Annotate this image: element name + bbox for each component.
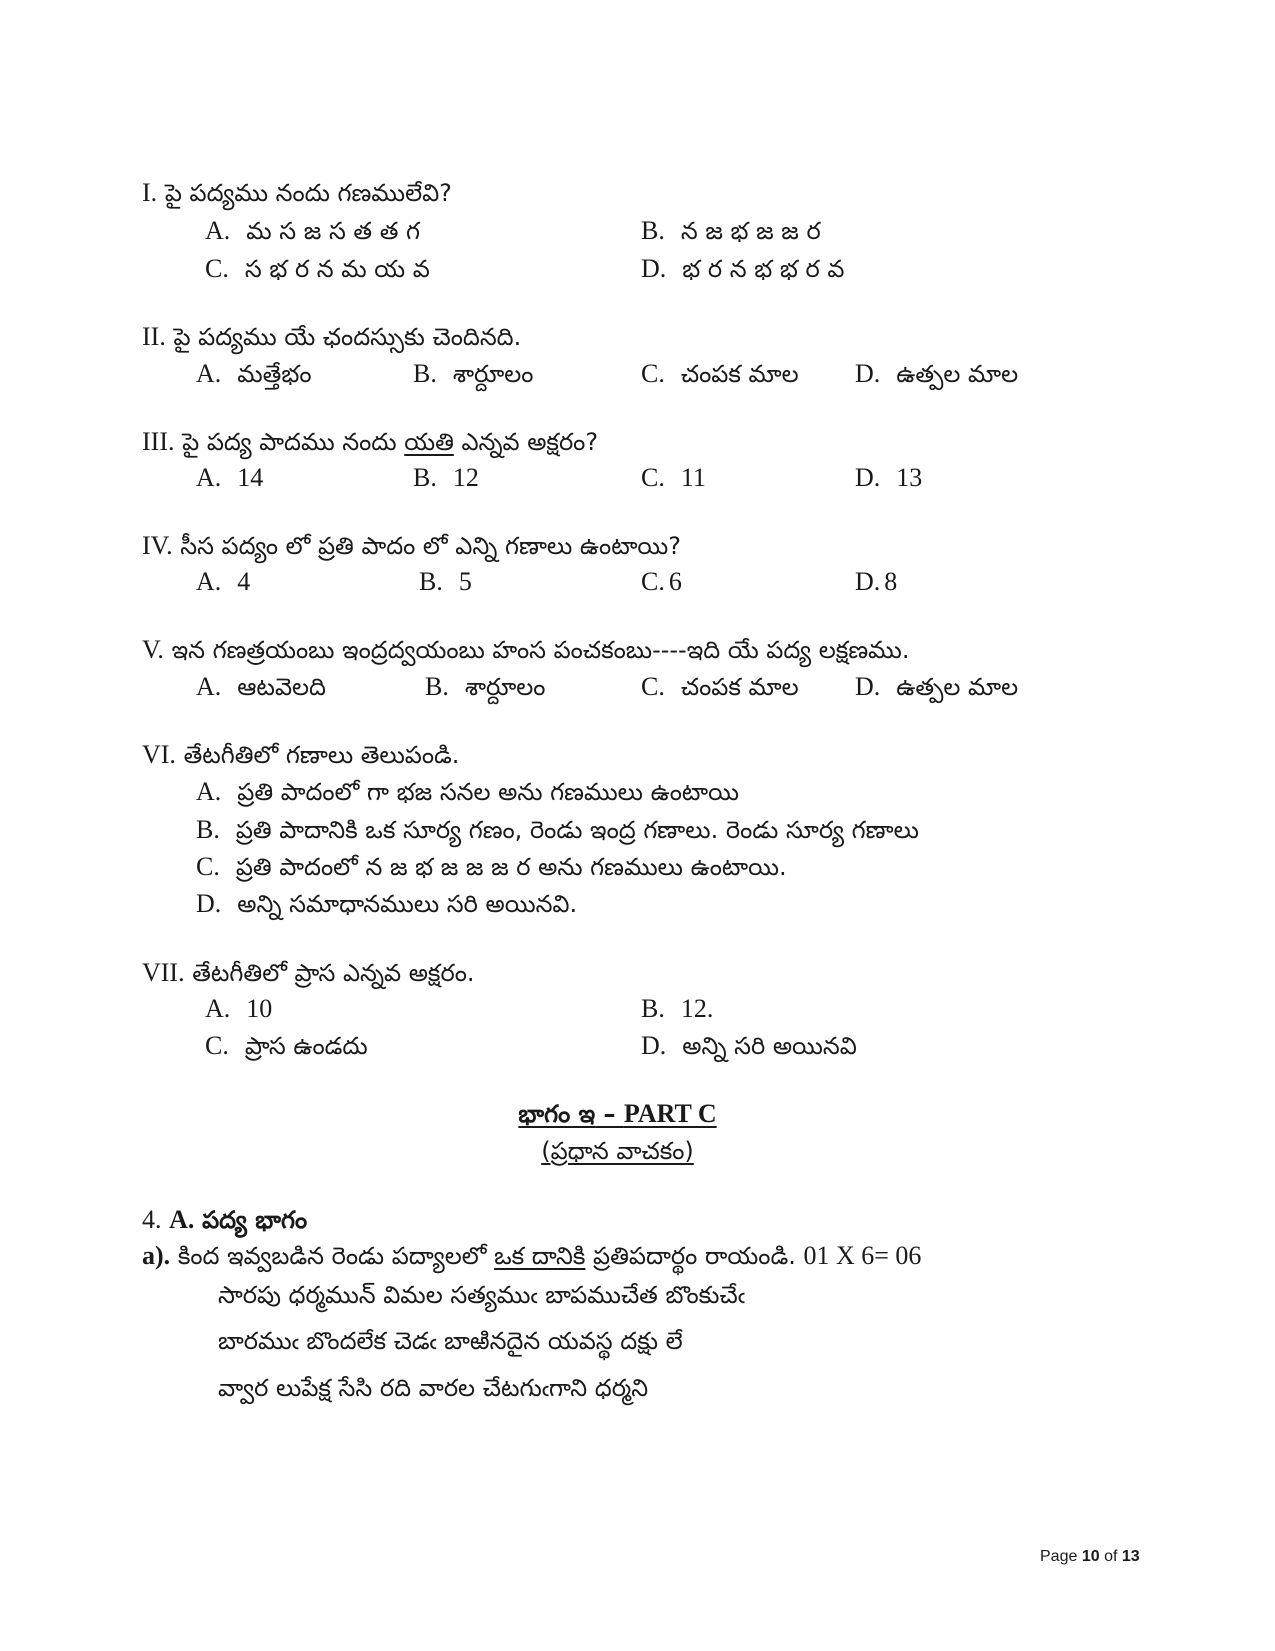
poem-line-3: వ్వార లుపేక్ష సేసి రది వారల చేటగుఁగాని ధర్మని bbox=[218, 1374, 649, 1402]
question-4 bbox=[142, 531, 681, 561]
option-label: B. bbox=[413, 359, 437, 388]
option-label: D. bbox=[196, 889, 222, 918]
page-total: 13 bbox=[1121, 1548, 1140, 1565]
option-label: A. bbox=[205, 994, 231, 1023]
question-number: VII. bbox=[142, 958, 185, 987]
question-text: తేటగీతిలో గణాలు తెలుపండి. bbox=[183, 741, 460, 769]
option-label: B. bbox=[425, 672, 449, 701]
option-label: D. bbox=[641, 254, 667, 283]
option-c bbox=[641, 672, 799, 702]
option-b bbox=[413, 463, 479, 493]
part-heading-text bbox=[518, 1100, 716, 1128]
option-label: C. bbox=[205, 254, 229, 283]
question-number: VI. bbox=[142, 740, 176, 769]
question-number: V. bbox=[142, 635, 164, 664]
option-text: 6 bbox=[668, 567, 682, 596]
option-label: B. bbox=[641, 216, 665, 245]
option-a bbox=[196, 672, 326, 702]
underlined-term: యతి bbox=[404, 428, 454, 456]
option-label: B. bbox=[641, 994, 665, 1023]
option-d bbox=[855, 567, 897, 597]
option-label: D. bbox=[855, 463, 881, 492]
section-title-text: పద్య భాగం bbox=[202, 1206, 308, 1234]
part-subheading bbox=[0, 1136, 1255, 1166]
option-d bbox=[641, 254, 844, 284]
option-text: 13 bbox=[896, 463, 923, 492]
option-b bbox=[425, 672, 545, 702]
option-text: ఉత్పల మాల bbox=[896, 673, 1019, 701]
option-label: C. bbox=[196, 852, 220, 881]
question-3 bbox=[142, 427, 598, 457]
question-number: II. bbox=[142, 322, 166, 351]
page-footer bbox=[1040, 1548, 1140, 1566]
part-heading bbox=[0, 1099, 1255, 1129]
option-text: శార్దూలం bbox=[464, 673, 546, 701]
option-text: 5 bbox=[458, 567, 472, 596]
option-text: చంపక మాల bbox=[680, 673, 799, 701]
option-a bbox=[196, 777, 739, 807]
question-text: తేటగీతిలో ప్రాస ఎన్నవ అక్షరం. bbox=[192, 959, 475, 987]
instruction-start: కింద ఇవ్వబడిన రెండు పద్యాలలో bbox=[177, 1242, 487, 1270]
option-a bbox=[196, 359, 312, 389]
option-label: B. bbox=[419, 567, 443, 596]
option-text: ఉత్పల మాల bbox=[896, 360, 1019, 388]
option-b bbox=[196, 815, 919, 845]
option-c bbox=[641, 567, 682, 597]
option-label: A. bbox=[196, 463, 222, 492]
option-text: మ స జ స త త గ bbox=[246, 217, 421, 245]
option-label: A. bbox=[205, 216, 231, 245]
option-label: C. bbox=[641, 672, 665, 701]
option-c bbox=[641, 463, 706, 493]
option-c bbox=[205, 254, 430, 284]
poem-line-2: బారముఁ బొందలేక చెడఁ బాఱినదైన యవస్థ దక్షు లే bbox=[218, 1327, 683, 1355]
question-text-start: పై పద్య పాదము నందు bbox=[182, 428, 397, 456]
option-label: B. bbox=[413, 463, 437, 492]
option-d bbox=[196, 889, 577, 919]
option-text: 11 bbox=[680, 463, 706, 492]
marks: 01 X 6= 06 bbox=[803, 1241, 922, 1270]
question-6 bbox=[142, 740, 459, 770]
option-d bbox=[641, 1031, 857, 1061]
option-d bbox=[855, 359, 1018, 389]
question-text-end: ఎన్నవ అక్షరం? bbox=[461, 428, 599, 456]
option-a bbox=[205, 994, 272, 1024]
question-1 bbox=[142, 178, 452, 208]
part-heading-english: PART C bbox=[623, 1099, 717, 1128]
question-7 bbox=[142, 958, 475, 988]
option-text: న జ భ జ జ ర bbox=[680, 217, 821, 245]
option-label: C. bbox=[641, 359, 665, 388]
option-label: D. bbox=[855, 672, 881, 701]
option-label: A. bbox=[196, 777, 222, 806]
option-label: B. bbox=[196, 815, 220, 844]
question-text: పై పద్యము యే ఛందస్సుకు చెందినది. bbox=[173, 323, 522, 351]
option-text: భ ర న భ భ ర వ bbox=[682, 255, 845, 283]
option-label: D. bbox=[855, 359, 881, 388]
option-text: స భ ర న మ య వ bbox=[244, 255, 430, 283]
option-c bbox=[196, 852, 787, 882]
option-text: ప్రతి పాదానికి ఒక సూర్య గణం, రెండు ఇంద్ర గణాలు. రెండు సూర్య గణాలు bbox=[235, 816, 919, 844]
option-label: A. bbox=[196, 359, 222, 388]
option-b bbox=[641, 216, 821, 246]
page-word: Page bbox=[1040, 1548, 1078, 1565]
of-word: of bbox=[1104, 1548, 1118, 1565]
option-label: D. bbox=[641, 1031, 667, 1060]
question-text: ఇన గణత్రయంబు ఇంద్రద్వయంబు హంస పంచకంబు----ఇది యే పద్య లక్షణము. bbox=[171, 636, 910, 664]
option-text: 8 bbox=[884, 567, 898, 596]
poem-line-1: సారపు ధర్మమున్ విమల సత్యముఁ బాపముచేత బొంకుచేఁ bbox=[218, 1281, 745, 1309]
option-text: శార్దూలం bbox=[452, 360, 534, 388]
part-heading-separator: – bbox=[595, 1100, 624, 1128]
section-number: 4. bbox=[142, 1205, 162, 1234]
question-text: సీస పద్యం లో ప్రతి పాదం లో ఎన్ని గణాలు ఉంటాయి? bbox=[180, 532, 682, 560]
section-4-instruction bbox=[142, 1241, 921, 1271]
option-label: A. bbox=[196, 567, 222, 596]
option-text: 12. bbox=[680, 994, 714, 1023]
part-heading-telugu: భాగం ఇ bbox=[518, 1100, 596, 1128]
instruction-underlined: ఒక దానికి bbox=[494, 1242, 586, 1270]
option-label: C. bbox=[641, 463, 665, 492]
section-title-label: A. bbox=[169, 1205, 195, 1234]
option-text: మత్తేభం bbox=[237, 360, 312, 388]
option-a bbox=[196, 463, 263, 493]
part-subheading-text: (ప్రధాన వాచకం) bbox=[541, 1137, 694, 1165]
option-label: C. bbox=[205, 1031, 229, 1060]
option-label: A. bbox=[196, 672, 222, 701]
option-b bbox=[419, 567, 472, 597]
option-label: C. bbox=[641, 567, 665, 596]
option-text: ప్రతి పాదంలో గా భజ సనల అను గణములు ఉంటాయి bbox=[237, 778, 740, 806]
option-b bbox=[413, 359, 533, 389]
question-number: IV. bbox=[142, 531, 173, 560]
sub-question-label: a). bbox=[142, 1241, 171, 1270]
page-number: 10 bbox=[1081, 1548, 1100, 1565]
question-number: I. bbox=[142, 178, 158, 207]
option-text: 4 bbox=[237, 567, 251, 596]
question-5 bbox=[142, 635, 909, 665]
question-text: పై పద్యము నందు గణములేవి? bbox=[164, 179, 452, 207]
option-text: ప్రతి పాదంలో న జ భ జ జ జ ర అను గణములు ఉంటాయి. bbox=[235, 853, 787, 881]
option-c bbox=[641, 359, 799, 389]
option-text: 12 bbox=[452, 463, 479, 492]
option-text: 14 bbox=[237, 463, 264, 492]
option-d bbox=[855, 672, 1018, 702]
option-text: అన్ని సరి అయినవి bbox=[682, 1032, 857, 1060]
option-text: అన్ని సమాధానములు సరి అయినవి. bbox=[237, 890, 578, 918]
option-text: చంపక మాల bbox=[680, 360, 799, 388]
option-text: ఆటవెలది bbox=[237, 673, 326, 701]
instruction-end: ప్రతిపదార్థం రాయండి. bbox=[593, 1242, 796, 1270]
option-d bbox=[855, 463, 922, 493]
question-number: III. bbox=[142, 427, 175, 456]
option-c bbox=[205, 1031, 368, 1061]
option-text: ప్రాస ఉండదు bbox=[244, 1032, 368, 1060]
section-4-title bbox=[142, 1205, 307, 1235]
option-b bbox=[641, 994, 713, 1024]
option-label: D. bbox=[855, 567, 881, 596]
option-a bbox=[196, 567, 250, 597]
option-a bbox=[205, 216, 420, 246]
option-text: 10 bbox=[246, 994, 273, 1023]
question-2 bbox=[142, 322, 521, 352]
